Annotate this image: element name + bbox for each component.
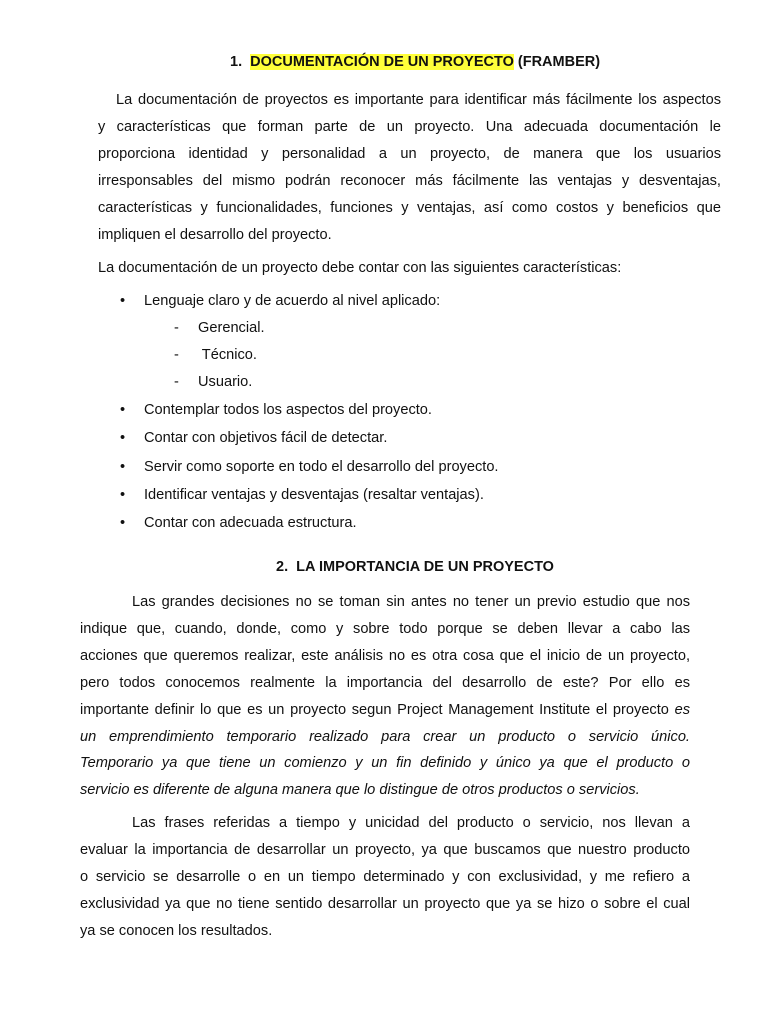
section-2-title: LA IMPORTANCIA DE UN PROYECTO	[296, 559, 554, 575]
paragraph-line: proporciona identidad y personalidad a un proyecto, de manera que los usuarios	[98, 145, 721, 162]
sub-list-item-text: Gerencial.	[198, 320, 265, 336]
section-1-heading	[230, 54, 600, 70]
list-item	[120, 430, 388, 446]
section-1-title-suffix: (FRAMBER)	[513, 54, 601, 70]
list-item	[120, 487, 484, 503]
paragraph-line: o servicio se desarrolle o en un tiempo determinado y con exclusividad, y me refiero a	[80, 868, 690, 885]
list-item-text: Lenguaje claro y de acuerdo al nivel aplicado:	[144, 293, 441, 309]
paragraph-italic-line: Temporario ya que tiene un comienzo y un fin definido y único ya que el producto o	[80, 755, 690, 772]
paragraph-line: pero todos conocemos realmente la importancia del desarrollo de este? Por ello es	[80, 674, 690, 691]
list-item	[120, 515, 357, 531]
bullet-icon: •	[120, 402, 126, 418]
list-item	[120, 459, 499, 475]
paragraph-italic-line: servicio es diferente de alguna manera que lo distingue de otros productos o servicios.	[80, 782, 640, 799]
section-2-number: 2.	[276, 559, 289, 575]
paragraph-line: y características que forman parte de un proyecto. Una adecuada documentación le	[98, 118, 721, 135]
sub-list-item	[174, 347, 257, 363]
list-item	[120, 293, 441, 309]
dash-icon: -	[174, 374, 179, 390]
list-item-text: Contemplar todos los aspectos del proyecto.	[144, 402, 432, 418]
sub-list-item	[174, 320, 265, 336]
sub-list-item-text: Usuario.	[198, 374, 253, 390]
bullet-icon: •	[120, 430, 126, 446]
paragraph-line: La documentación de proyectos es importante para identificar más fácilmente los aspectos	[116, 92, 721, 108]
paragraph-line: indique que, cuando, donde, como y sobre todo porque se deben llevar a cabo las	[80, 620, 690, 637]
paragraph-line: evaluar la importancia de desarrollar un proyecto, ya que buscamos que nuestro producto	[80, 841, 690, 858]
paragraph-italic-line: un emprendimiento temporario realizado para crear un producto o servicio único.	[80, 728, 690, 745]
paragraph-italic-text: es	[674, 701, 690, 718]
list-item-text: Contar con objetivos fácil de detectar.	[144, 430, 388, 446]
paragraph-line: irresponsables del mismo podrán reconocer más fácilmente las ventajas y desventajas,	[98, 172, 721, 189]
section-2-heading	[276, 559, 554, 575]
section-2-paragraph-2	[80, 810, 690, 945]
section-1-number: 1.	[230, 54, 243, 70]
list-item-text: Contar con adecuada estructura.	[144, 515, 357, 531]
list-item-text: Servir como soporte en todo el desarrollo del proyecto.	[144, 459, 499, 475]
dash-icon: -	[174, 347, 179, 363]
paragraph-line	[80, 697, 690, 724]
list-item-text: Identificar ventajas y desventajas (resaltar ventajas).	[144, 487, 484, 503]
paragraph-line: exclusividad ya que no tiene sentido desarrollar un proyecto que ya se hizo o sobre el cual	[80, 895, 690, 912]
section-2-paragraph-1	[80, 589, 690, 804]
paragraph-line: acciones que queremos realizar, este análisis no es otra cosa que el inicio de un proyecto,	[80, 647, 690, 664]
sub-list-item	[174, 374, 253, 390]
paragraph-line: ya se conocen los resultados.	[80, 922, 273, 939]
paragraph-line: Las frases referidas a tiempo y unicidad del producto o servicio, nos llevan a	[132, 815, 690, 831]
sub-list-item-text: Técnico.	[198, 347, 257, 363]
paragraph-text: importante definir lo que es un proyecto segun Project Management Institute el proyecto	[80, 701, 675, 718]
list-item	[120, 402, 432, 418]
bullet-icon: •	[120, 293, 126, 309]
section-1-paragraph-1	[98, 87, 721, 248]
paragraph-line: características y funcionalidades, funciones y ventajas, así como costos y beneficios que	[98, 199, 721, 216]
section-1-title-highlighted: DOCUMENTACIÓN DE UN PROYECTO	[250, 54, 514, 70]
section-1-paragraph-2	[98, 255, 721, 282]
paragraph-line: impliquen el desarrollo del proyecto.	[98, 226, 332, 243]
bullet-icon: •	[120, 515, 126, 531]
paragraph-line: La documentación de un proyecto debe contar con las siguientes características:	[98, 260, 622, 276]
bullet-icon: •	[120, 459, 126, 475]
bullet-icon: •	[120, 487, 126, 503]
paragraph-line: Las grandes decisiones no se toman sin antes no tener un previo estudio que nos	[132, 594, 690, 610]
dash-icon: -	[174, 320, 179, 336]
